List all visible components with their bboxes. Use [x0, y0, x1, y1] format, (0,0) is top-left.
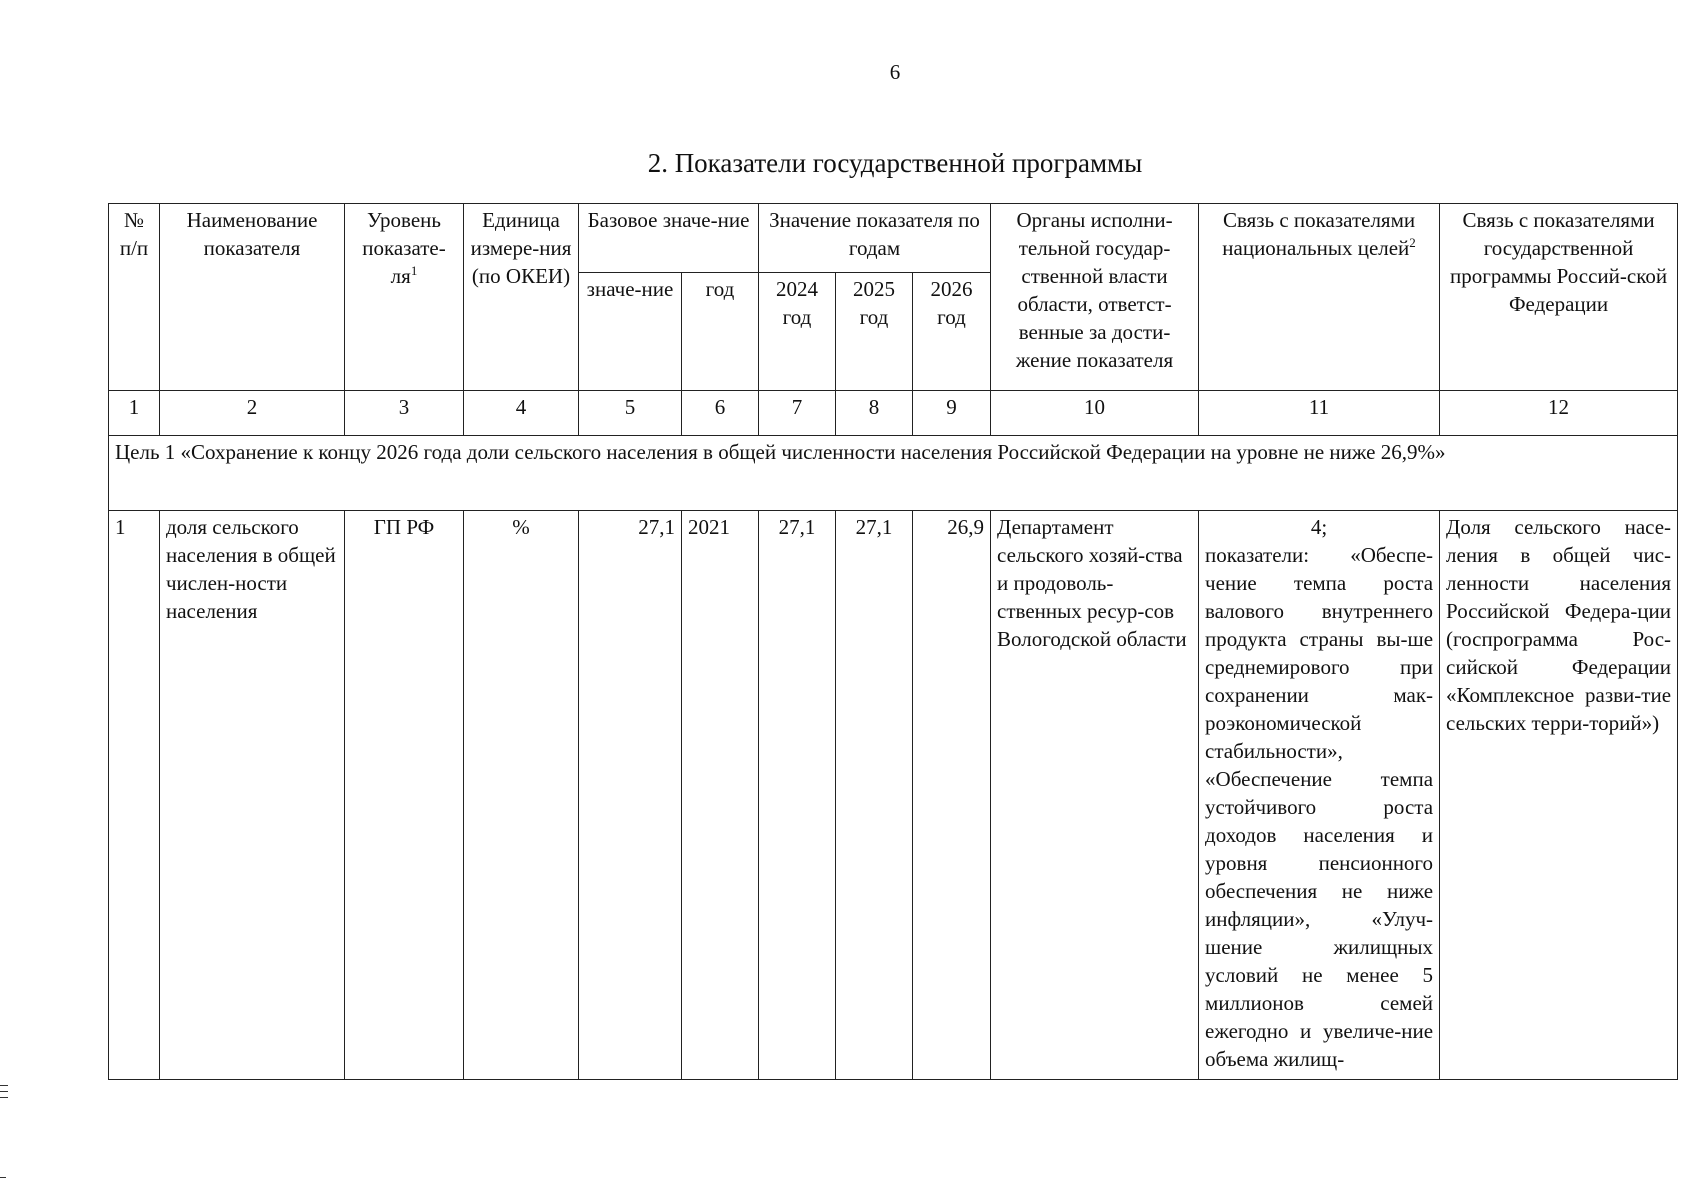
responsible-authority: Департамент сельского хозяй-ства и продоволь-ственных ресур-сов Вологодской области [991, 511, 1199, 1080]
header-responsible-authorities: Органы исполни-тельной государ-ственной власти области, ответст-венные за дости-жение показателя [991, 204, 1199, 391]
unit: % [464, 511, 579, 1080]
value-2025: 27,1 [836, 511, 913, 1080]
value-2026: 26,9 [913, 511, 991, 1080]
page-number: 6 [889, 60, 901, 84]
header-year-2025: 2025 год [836, 273, 913, 391]
column-number: 1 [109, 391, 160, 436]
indicator-name: доля сельского населения в общей числен-ности населения [160, 511, 345, 1080]
header-national-goals-link [1199, 204, 1440, 391]
header-base-value-year: год [682, 273, 759, 391]
column-number: 4 [464, 391, 579, 436]
indicator-level: ГП РФ [345, 511, 464, 1080]
column-number: 3 [345, 391, 464, 436]
column-number: 10 [991, 391, 1199, 436]
column-numbers-row [109, 391, 1678, 436]
column-number: 7 [759, 391, 836, 436]
indicators-table [108, 203, 1678, 1080]
goal-text: Цель 1 «Сохранение к концу 2026 года доли сельского населения в общей численности населения Российской Федерации на уровне не ниже 26,9%» [109, 436, 1678, 511]
margin-mark [0, 1177, 6, 1178]
margin-mark [0, 1091, 8, 1092]
header-base-value: Базовое значе-ние [579, 204, 759, 273]
header-indicator-level [345, 204, 464, 391]
column-number: 2 [160, 391, 345, 436]
table-header-row [109, 204, 1678, 273]
header-year-2026: 2026 год [913, 273, 991, 391]
header-level-label: Уровень показате-ля [362, 208, 446, 288]
column-number: 6 [682, 391, 759, 436]
header-unit: Единица измере-ния (по ОКЕИ) [464, 204, 579, 391]
national-goals-cell [1199, 511, 1440, 1080]
table-row [109, 511, 1678, 1080]
column-number: 8 [836, 391, 913, 436]
document-title: 2. Показатели государственной программы [647, 148, 1143, 178]
column-number: 11 [1199, 391, 1440, 436]
national-goal-number: 4; [1310, 515, 1328, 539]
header-rf-program-link: Связь с показателями государственной программы Россий-ской Федерации [1440, 204, 1678, 391]
column-number: 9 [913, 391, 991, 436]
national-goal-indicators: показатели: «Обеспе-чение темпа роста валового внутреннего продукта страны вы-ше среднемирового при сохранении мак-роэкономической стабильности», «Обеспечение темпа устойчивого роста доходов населения и уровня пенсионного обеспечения не ниже инфляции», «Улуч-шение жилищных условий не менее 5 миллионов семей ежегодно и увеличе-ние объема жилищ- [1205, 543, 1434, 1071]
goal-row [109, 436, 1678, 511]
base-value: 27,1 [579, 511, 682, 1080]
margin-mark [0, 1085, 8, 1086]
rf-program-indicator: Доля сельского насе-ления в общей чис-ленности населения Российской Федера-ции (госпрограмма Рос-сийской Федерации «Комплексное разви-тие сельских терри-торий») [1440, 511, 1678, 1080]
header-base-value-value: значе-ние [579, 273, 682, 391]
value-2024: 27,1 [759, 511, 836, 1080]
base-year: 2021 [682, 511, 759, 1080]
row-number: 1 [109, 511, 160, 1080]
header-year-2024: 2024 год [759, 273, 836, 391]
margin-mark [0, 1097, 8, 1098]
footnote-marker: 2 [1409, 235, 1416, 250]
column-number: 5 [579, 391, 682, 436]
header-national-label: Связь с показателями национальных целей [1222, 208, 1416, 260]
footnote-marker: 1 [410, 263, 418, 278]
header-number: № п/п [109, 204, 160, 391]
column-number: 12 [1440, 391, 1678, 436]
header-values-by-year: Значение показателя по годам [759, 204, 991, 273]
header-indicator-name: Наименование показателя [160, 204, 345, 391]
